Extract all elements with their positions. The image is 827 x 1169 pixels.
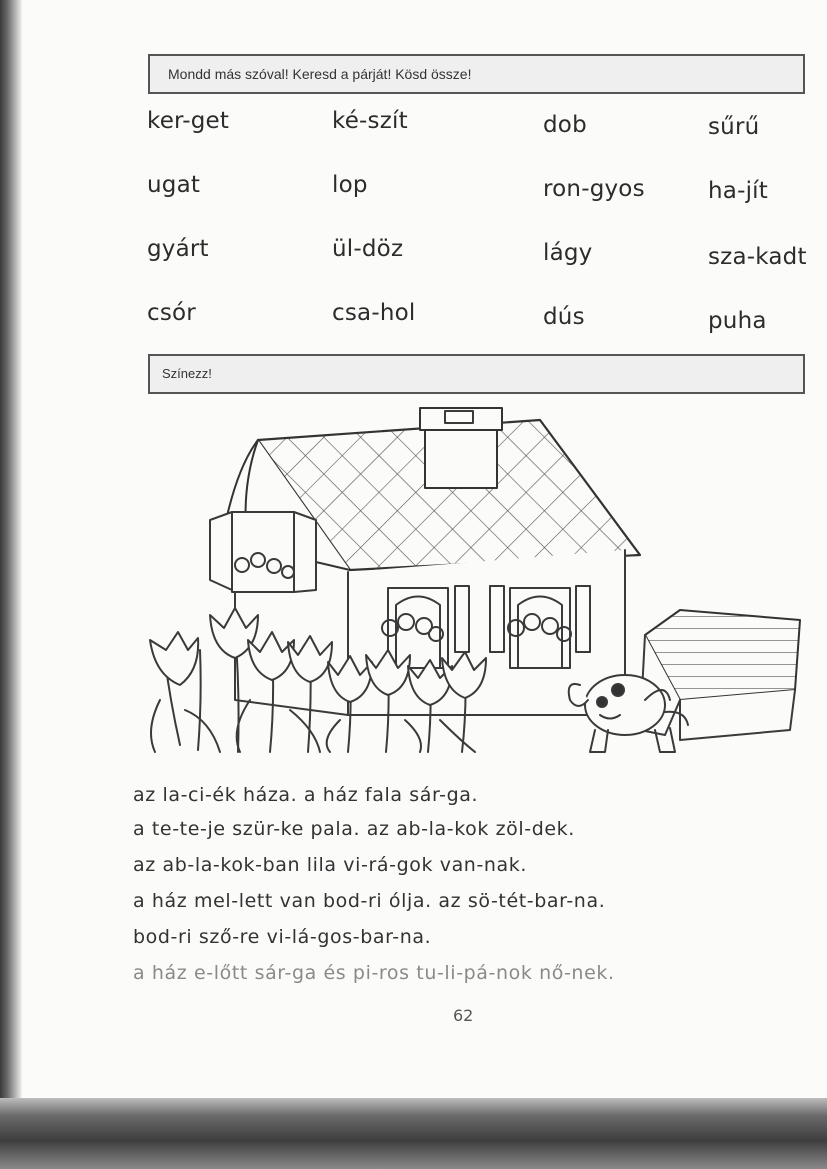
sentence-line: a ház e-lőtt sár-ga és pi-ros tu-li-pá-nok nő-nek. — [133, 962, 615, 984]
word-item: puha — [708, 308, 767, 334]
word-item: ugat — [147, 172, 201, 198]
scan-binding-shadow — [0, 0, 22, 1169]
sentence-line: bod-ri sző-re vi-lá-gos-bar-na. — [133, 926, 432, 948]
word-item: csa-hol — [332, 300, 416, 326]
sentence-line: az la-ci-ék háza. a ház fala sár-ga. — [133, 784, 479, 806]
word-item: sza-kadt — [708, 244, 807, 270]
word-item: ron-gyos — [543, 176, 645, 202]
word-item: sűrű — [708, 114, 760, 140]
chimney-icon — [420, 408, 502, 488]
doghouse-icon — [640, 610, 800, 740]
window-flowers-icon — [210, 512, 316, 592]
word-item: ké-szít — [332, 108, 408, 134]
scan-bottom-shadow — [0, 1098, 827, 1169]
instruction-text-color: Színezz! — [162, 366, 212, 381]
word-item: dob — [543, 112, 587, 138]
instruction-text-match: Mondd más szóval! Keresd a párját! Kösd össze! — [168, 66, 472, 82]
word-item: dús — [543, 304, 585, 330]
coloring-picture — [140, 400, 820, 772]
word-item: gyárt — [147, 236, 209, 262]
word-item: csór — [147, 300, 196, 326]
page-number: 62 — [453, 1006, 474, 1025]
word-item: ül-döz — [332, 236, 404, 262]
sentence-line: az ab-la-kok-ban lila vi-rá-gok van-nak. — [133, 854, 528, 876]
sentence-line: a ház mel-lett van bod-ri ólja. az sö-tét-bar-na. — [133, 890, 606, 912]
word-item: ha-jít — [708, 178, 768, 204]
sentence-line: a te-te-je szür-ke pala. az ab-la-kok zöl-dek. — [133, 818, 575, 840]
word-item: ker-get — [147, 108, 230, 134]
instruction-box-match — [148, 54, 805, 94]
word-item: lágy — [543, 240, 593, 266]
instruction-box-color — [148, 354, 805, 394]
word-item: lop — [332, 172, 368, 198]
